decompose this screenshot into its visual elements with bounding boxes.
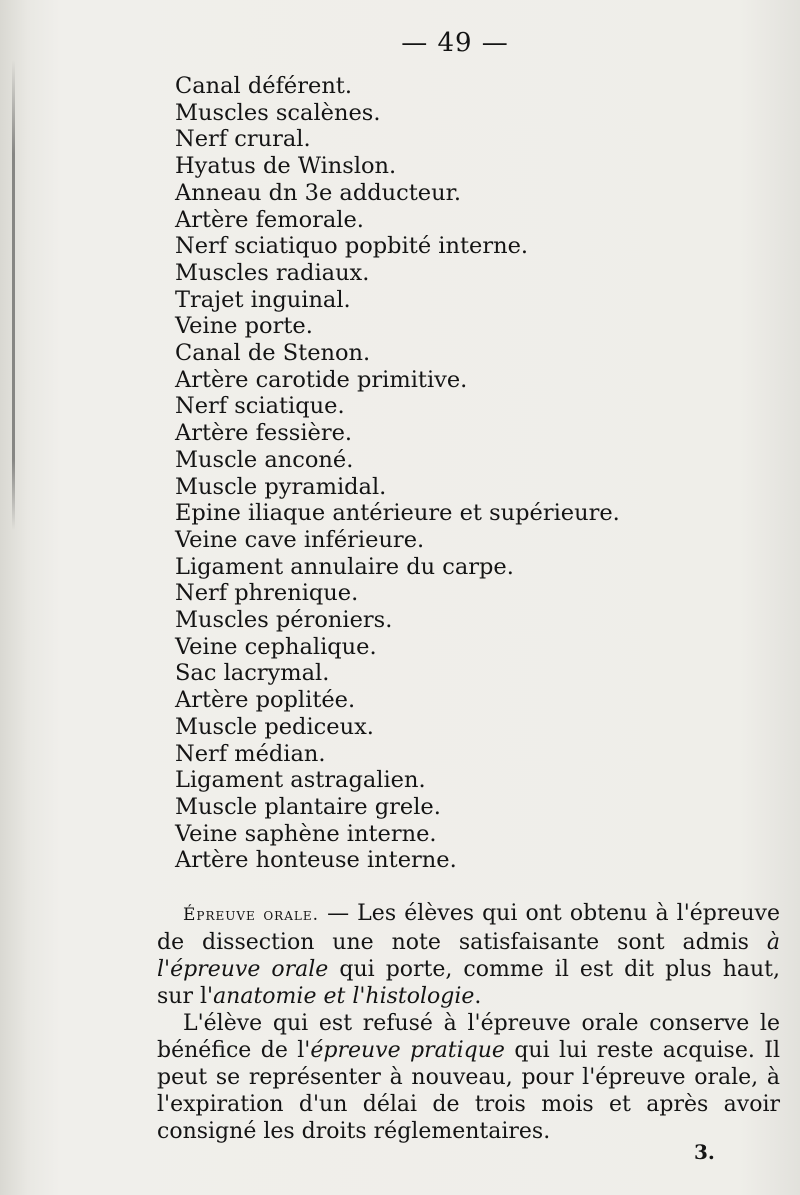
list-item: Nerf phrenique.: [175, 580, 359, 607]
printer-signature-mark: 3.: [694, 1140, 715, 1164]
list-item: Veine porte.: [175, 313, 313, 340]
list-item: Muscles scalènes.: [175, 99, 381, 126]
list-item: Artère poplitée.: [175, 687, 356, 714]
list-item: Anneau dn 3e adducteur.: [175, 179, 462, 206]
list-item: Artère fessière.: [175, 420, 353, 447]
list-item: Muscle plantaire grele.: [175, 793, 441, 820]
list-item: Nerf sciatiquo popbité interne.: [175, 233, 529, 260]
oral-exam-section: [157, 900, 780, 1145]
list-item: Nerf crural.: [175, 126, 311, 153]
list-item: Canal de Stenon.: [175, 340, 371, 367]
list-item: Hyatus de Winslon.: [175, 153, 397, 180]
list-item: Veine cave inférieure.: [175, 526, 425, 553]
emphasis-text: épreuve pratique: [310, 1038, 505, 1063]
list-item: Nerf sciatique.: [175, 393, 345, 420]
list-item: Artère femorale.: [175, 206, 364, 233]
paragraph-text: qui porte, comme il est dit plus haut, sur l': [157, 957, 780, 1009]
anatomy-list: [175, 73, 620, 874]
list-item: Artère carotide primitive.: [175, 366, 468, 393]
list-item: Epine iliaque antérieure et supérieure.: [175, 500, 620, 527]
oral-exam-paragraph-1: [157, 900, 780, 1010]
page-number: — 49 —: [401, 28, 509, 58]
list-item: Muscle pyramidal.: [175, 473, 387, 500]
list-item: Canal déférent.: [175, 73, 353, 99]
list-item: Ligament annulaire du carpe.: [175, 553, 514, 580]
oral-exam-paragraph-2: [157, 1010, 780, 1145]
list-item: Nerf médian.: [175, 740, 326, 767]
list-item: Ligament astragalien.: [175, 767, 426, 794]
list-item: Veine cephalique.: [175, 633, 377, 660]
emphasis-text: à l'épreuve orale: [157, 930, 780, 982]
page-spine-shadow: [12, 60, 15, 530]
oral-exam-heading: Épreuve orale.: [183, 905, 319, 925]
list-item: Muscle pediceux.: [175, 713, 374, 740]
paragraph-text: L'élève qui est refusé à l'épreuve orale conserve le bénéfice de l': [157, 1011, 780, 1063]
paragraph-text: qui lui reste acquise. Il peut se représenter à nouveau, pour l'épreuve orale, à l'expiration d'un délai de trois mois et après avoir consigné les droits réglementaires.: [157, 1038, 780, 1144]
paragraph-text: .: [474, 984, 482, 1009]
emphasis-text: anatomie et l'histologie: [213, 984, 475, 1009]
list-item: Muscles péroniers.: [175, 607, 393, 634]
list-item: Veine saphène interne.: [175, 820, 437, 847]
list-item: Muscles radiaux.: [175, 259, 370, 286]
paragraph-text: — Les élèves qui ont obtenu à l'épreuve de dissection une note satisfaisante sont admis: [157, 901, 780, 955]
list-item: Muscle anconé.: [175, 446, 354, 473]
list-item: Sac lacrymal.: [175, 660, 330, 687]
list-item: Trajet inguinal.: [175, 286, 351, 313]
list-item: Artère honteuse interne.: [175, 847, 457, 874]
